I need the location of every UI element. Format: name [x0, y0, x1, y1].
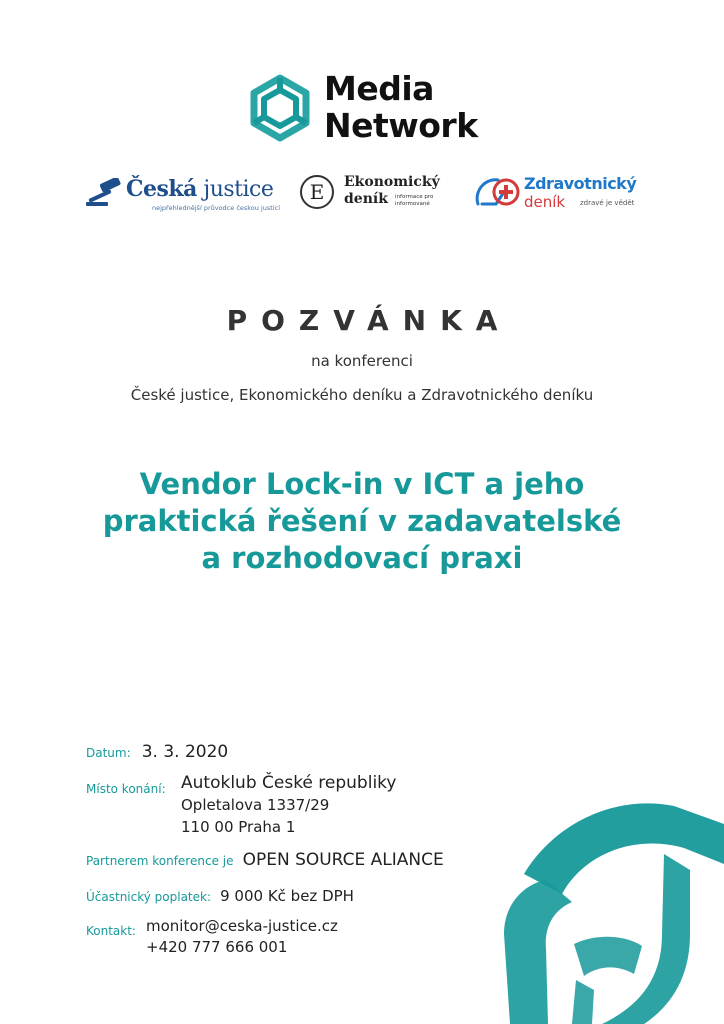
fee-value: 9 000 Kč bez DPH [220, 887, 354, 905]
ceska-justice-name-b: justice [196, 177, 274, 202]
date-row [86, 742, 228, 762]
date-label: Datum: [86, 746, 131, 760]
brand-name-line2: Network [324, 106, 478, 145]
conference-title [30, 466, 694, 577]
invitation-heading: POZVÁNKA [226, 304, 512, 337]
ceska-justice-name [126, 176, 273, 202]
venue-address [181, 772, 396, 838]
contact-email[interactable]: monitor@ceska-justice.cz [146, 917, 338, 935]
date-value: 3. 3. 2020 [141, 742, 229, 762]
venue-line-2: Opletalova 1337/29 [181, 796, 330, 814]
zdravotnicky-denik-tagline: zdravé je vědět [580, 199, 635, 207]
ekonomicky-denik-logo [300, 173, 450, 213]
partner-value: OPEN SOURCE ALIANCE [242, 850, 444, 870]
ceska-justice-tagline: nejpřehlednější průvodce českou justicí [152, 204, 281, 212]
gavel-icon [86, 178, 128, 208]
venue-line-3: 110 00 Praha 1 [181, 818, 296, 836]
zdravotnicky-denik-line1: Zdravotnický [524, 174, 637, 193]
contact-label-wrap [86, 920, 136, 939]
ekonomicky-denik-line2: deník [344, 191, 388, 207]
title-line-1: Vendor Lock-in v ICT a jeho [139, 467, 585, 501]
health-cross-icon [474, 174, 520, 210]
ekonomicky-denik-line1: Ekonomický [344, 174, 440, 190]
partner-label: Partnerem konference je [86, 854, 234, 868]
decorative-hexagon-graphic [484, 784, 724, 1024]
fee-row [86, 886, 354, 905]
ceska-justice-logo [86, 176, 281, 216]
invitation-subtitle-2: České justice, Ekonomického deníku a Zdravotnického deníku [130, 386, 594, 404]
venue-label-wrap [86, 778, 166, 797]
partner-row [86, 850, 444, 870]
title-line-2: praktická řešení v zadavatelské [102, 504, 622, 538]
fee-label: Účastnický poplatek: [86, 890, 212, 904]
contact-info [146, 916, 338, 958]
invitation-subtitle-1: na konferenci [311, 352, 413, 370]
venue-line-1: Autoklub České republiky [181, 773, 397, 793]
venue-label: Místo konání: [86, 782, 166, 796]
contact-label: Kontakt: [86, 924, 136, 938]
contact-phone[interactable]: +420 777 666 001 [146, 938, 288, 956]
zdravotnicky-denik-logo [474, 172, 644, 216]
ceska-justice-name-a: Česká [126, 176, 197, 202]
media-network-logo-icon [244, 72, 316, 144]
media-network-wordmark [324, 70, 478, 144]
title-line-3: a rozhodovací praxi [201, 541, 523, 575]
brand-name-line1: Media [324, 69, 434, 108]
ekonomicky-denik-tagline: informace pro informované [395, 194, 434, 207]
ekonomicky-denik-badge-icon: E [300, 175, 334, 209]
zdravotnicky-denik-line2: deník [524, 193, 566, 211]
